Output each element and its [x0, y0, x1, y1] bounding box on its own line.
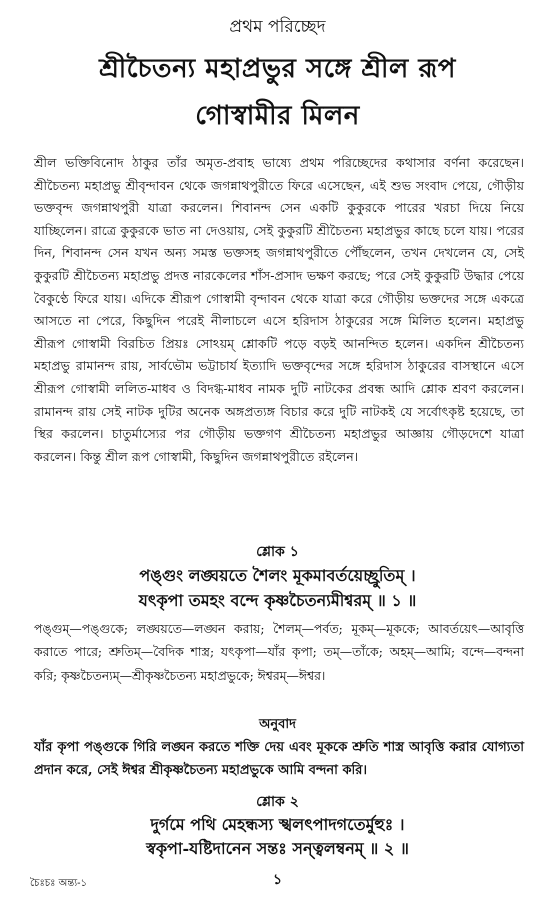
verse2-line2: স্বকৃপা-যষ্টিদানেন সন্তঃ সন্ত্বলম্বনম্ ॥ ২ ॥	[146, 839, 409, 858]
chapter-heading: প্রথম পরিচ্ছেদ	[229, 17, 326, 37]
verse2-line1: দুর্গমে পথি মেহন্ধস্য স্খলৎপাদগতের্মুহুঃ ।	[150, 815, 405, 834]
page-number: ১	[272, 872, 283, 888]
verse1-line1: পঙ্গুং লঙ্ঘয়তে শৈলং মূকমাবর্তয়েচ্ছ্রুতিম্ ।	[139, 566, 416, 585]
book-reference: চৈঃচঃ অন্ত্য-১	[30, 878, 87, 889]
verse1-line2: যৎকৃপা তমহং বন্দে কৃষ্ণচৈতন্যমীশ্বরম্ ॥ ১ ॥	[138, 591, 417, 610]
verse1-label: শ্লোক ১	[256, 544, 299, 560]
verse1-synonyms: পঙ্গুম্—পঙ্গুকে; লঙ্ঘয়তে—লঙ্ঘন করায়; শৈলম্—পর্বত; মূকম্—মূককে; আবর্তয়েৎ—আবৃত্তি করাতে পারে; শ্রুতিম্—বৈদিক শাস্ত্র; যৎকৃপা—যাঁর কৃপা; তম্—তাঁকে; অহম্—আমি; বন্দে—বন্দনা করি; কৃষ্ণচৈতন্যম্—শ্রীকৃষ্ণচৈতন্য মহাপ্রভুকে; ঈশ্বরম্—ঈশ্বর।	[34, 621, 524, 683]
verse1-translation: যাঁর কৃপা পঙ্গুকে গিরি লঙ্ঘন করতে শক্তি দেয় এবং মূককে শ্রুতি শাস্ত্র আবৃত্তি করার যোগ্যতা প্রদান করে, সেই ঈশ্বর শ্রীকৃষ্ণচৈতন্য মহাপ্রভুকে আমি বন্দনা করি।	[34, 740, 524, 778]
chapter-title-line2: গোস্বামীর মিলন	[195, 101, 360, 131]
translation-label: অনুবাদ	[259, 717, 296, 732]
chapter-title-line1: শ্রীচৈতন্য মহাপ্রভুর সঙ্গে শ্রীল রূপ	[99, 54, 456, 84]
verse2-label: শ্লোক ২	[256, 794, 299, 810]
chapter-summary: শ্রীল ভক্তিবিনোদ ঠাকুর তাঁর অমৃত-প্রবাহ ভাষ্যে প্রথম পরিচ্ছেদের কথাসার বর্ণনা করেছেন। শ্রীচৈতন্য মহাপ্রভু শ্রীবৃন্দাবন থেকে জগন্নাথপুরীতে ফিরে এসেছেন, এই শুভ সংবাদ পেয়ে, গৌড়ীয় ভক্তবৃন্দ জগন্নাথপুরী যাত্রা করলেন। শিবানন্দ সেন একটি কুকুরকে পারের খরচা দিয়ে নিয়ে যাচ্ছিলেন। রাত্রে কুকুরকে ভাত না দেওয়ায়, সেই কুকুরটি শ্রীচৈতন্য মহাপ্রভুর কাছে চলে যায়। পরের দিন, শিবানন্দ সেন যখন অন্য সমস্ত ভক্তসহ জগন্নাথপুরীতে পৌঁছলেন, তখন দেখলেন যে, সেই কুকুরটি শ্রীচৈতন্য মহাপ্রভু প্রদত্ত নারকেলের শাঁস-প্রসাদ ভক্ষণ করছে; পরে সেই কুকুরটি উদ্ধার পেয়ে বৈকুণ্ঠে ফিরে যায়। এদিকে শ্রীরূপ গোস্বামী বৃন্দাবন থেকে যাত্রা করে গৌড়ীয় ভক্তদের সঙ্গে একত্রে আসতে না পেরে, কিছুদিন পরেই নীলাচলে এসে হরিদাস ঠাকুরের সঙ্গে মিলিত হলেন। মহাপ্রভু শ্রীরূপ গোস্বামী বিরচিত প্রিয়ঃ সোঽয়ম্ শ্লোকটি পড়ে বড়ই আনন্দিত হলেন। একদিন শ্রীচৈতন্য মহাপ্রভু রামানন্দ রায়, সার্বভৌম ভট্টাচার্য ইত্যাদি ভক্তবৃন্দের সঙ্গে হরিদাস ঠাকুরের বাসস্থানে এসে শ্রীরূপ গোস্বামী ললিত-মাধব ও বিদগ্ধ-মাধব নামক দুটি নাটকের প্রবন্ধ আদি শ্লোক শ্রবণ করলেন। রামানন্দ রায় সেই নাটক দুটির অনেক অঙ্গপ্রত্যঙ্গ বিচার করে দুটি নাটকই যে সর্বোৎকৃষ্ট হয়েছে, তা স্থির করলেন। চাতুর্মাস্যের পর গৌড়ীয় ভক্তগণ শ্রীচৈতন্য মহাপ্রভুর আজ্ঞায় গৌড়দেশে যাত্রা করলেন। কিন্তু শ্রীল রূপ গোস্বামী, কিছুদিন জগন্নাথপুরীতে রইলেন।	[34, 155, 524, 464]
